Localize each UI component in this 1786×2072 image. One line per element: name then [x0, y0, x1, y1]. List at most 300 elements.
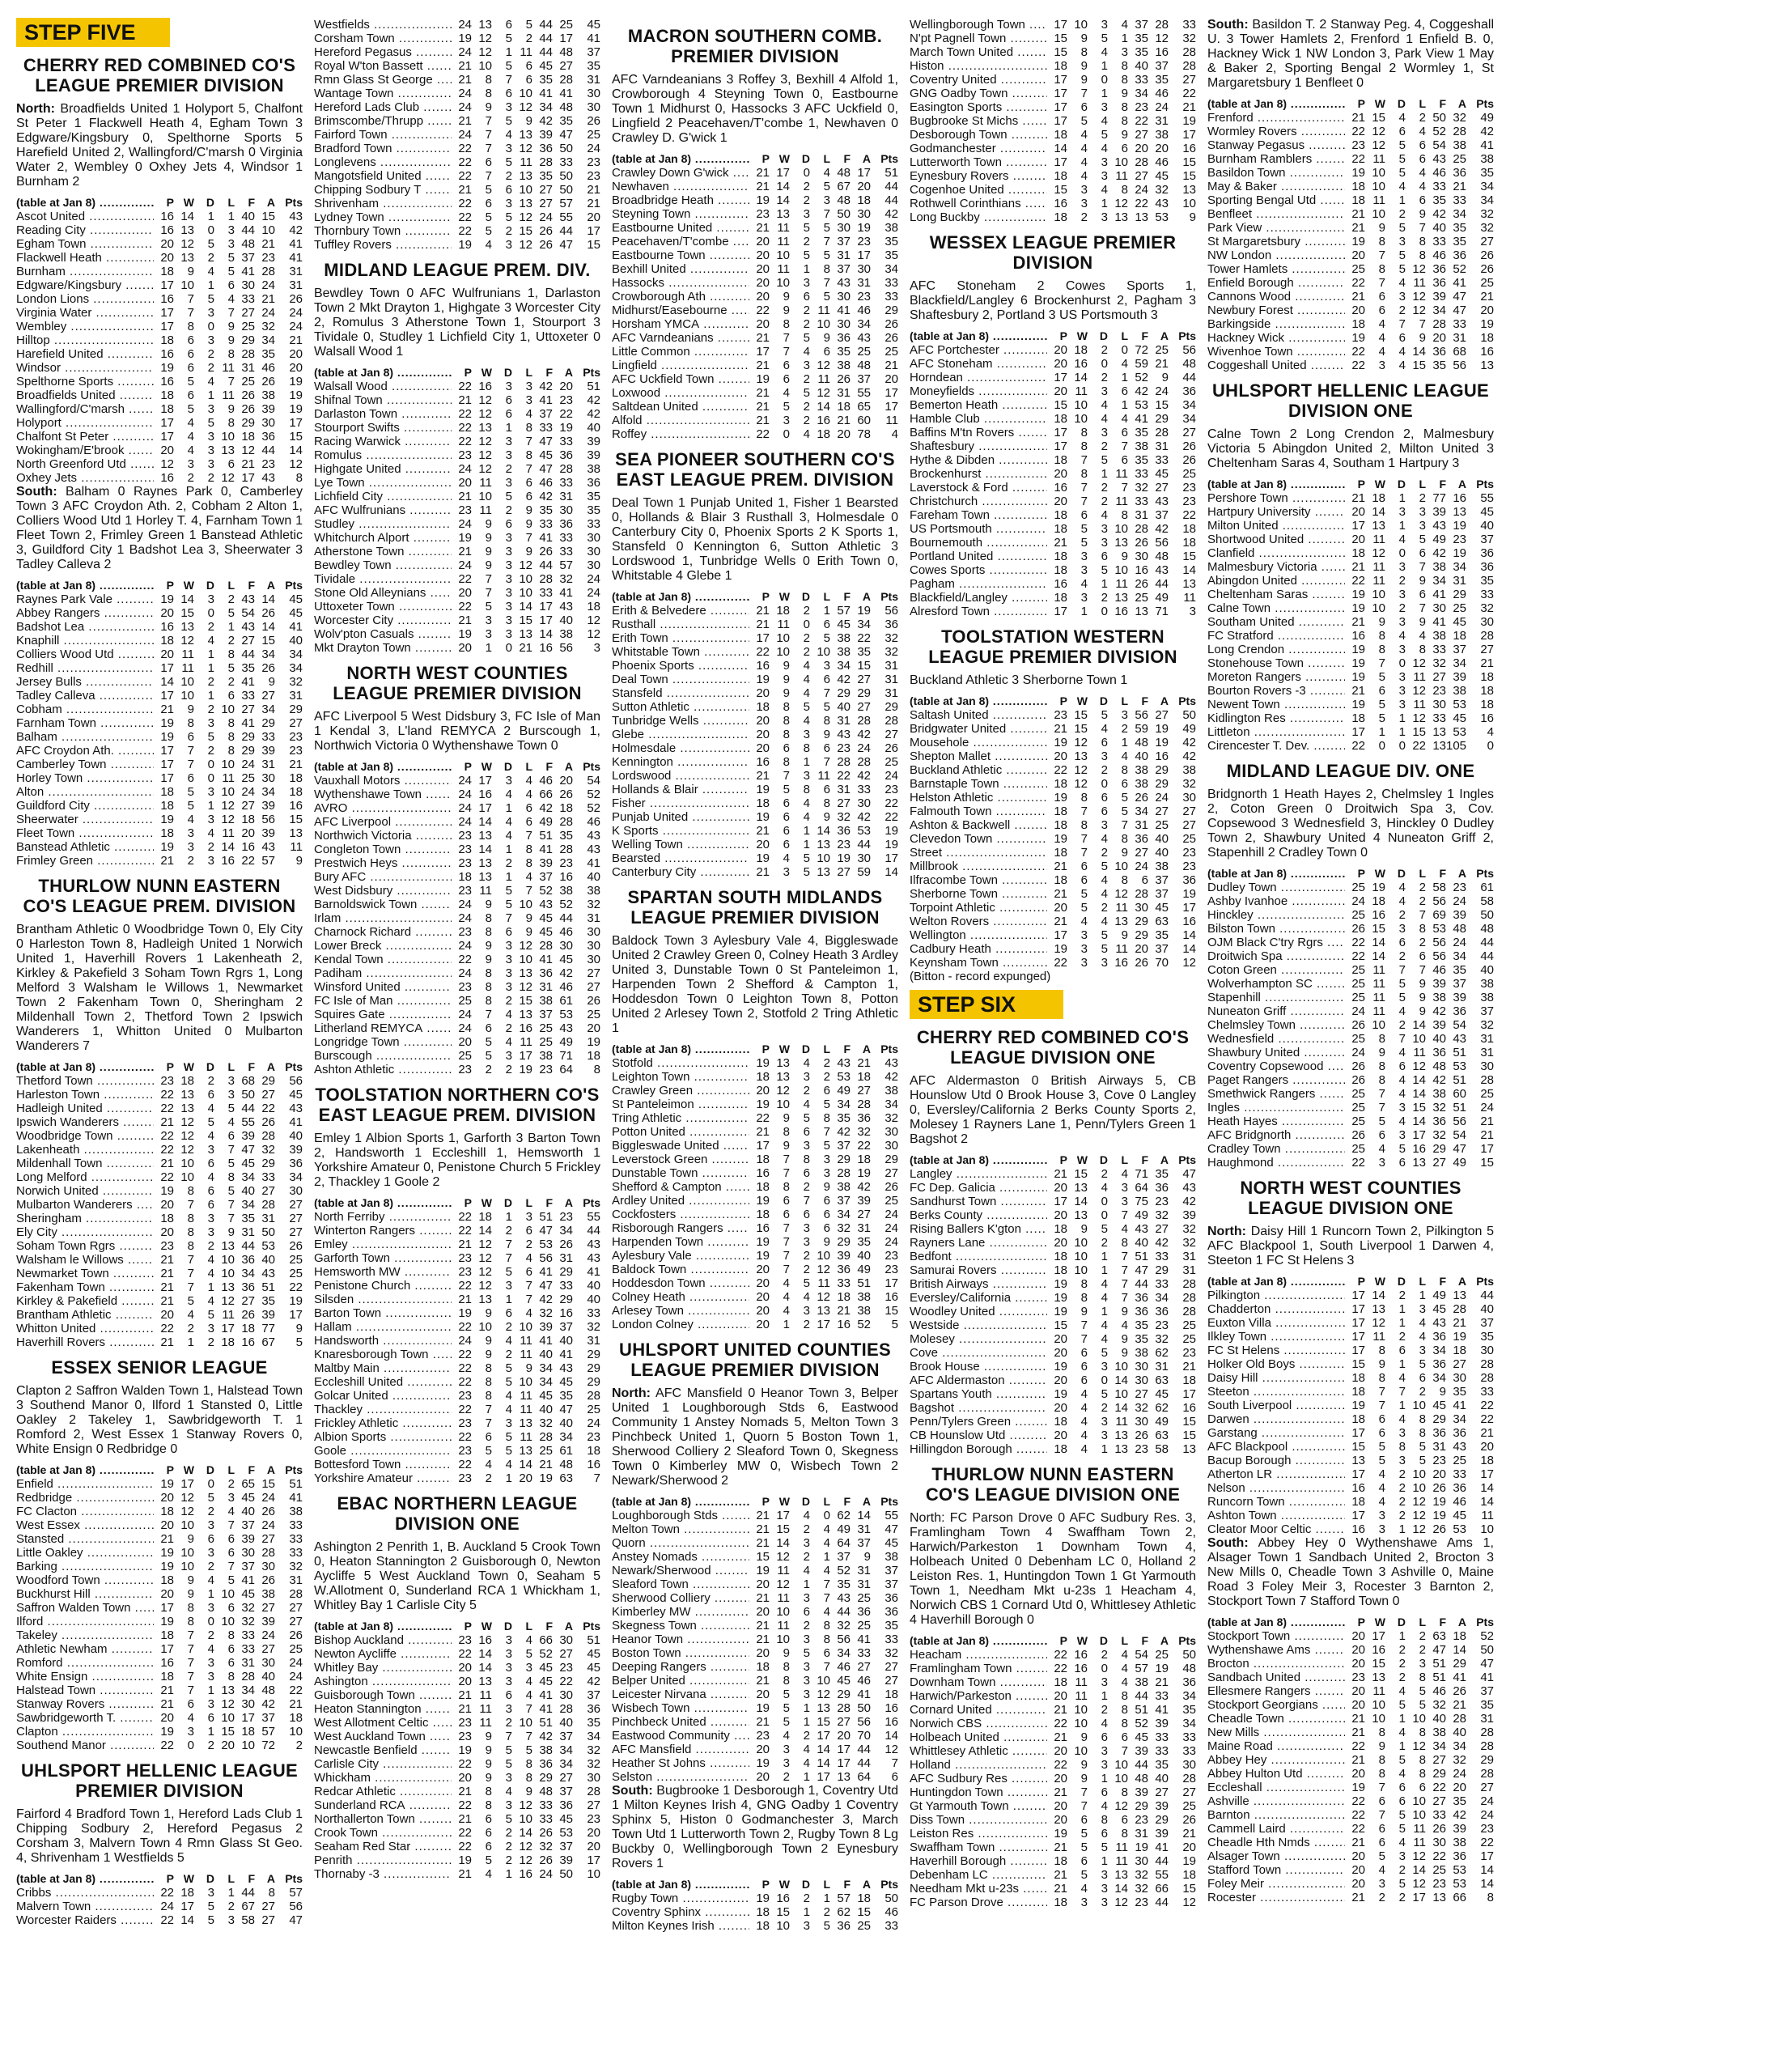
stat-cell: 23 [857, 235, 871, 248]
stat-cell: 20 [160, 606, 174, 620]
stat-cell: 9 [1080, 1305, 1088, 1318]
results-paragraph [612, 934, 898, 1036]
stat-cell: 2 [1101, 1236, 1108, 1250]
stat-cell: 37 [241, 251, 255, 265]
stat-cell: 52 [559, 898, 573, 911]
table-header-f: F [1439, 478, 1446, 490]
stat-cell: 25 [885, 345, 898, 359]
table-header-d: D [206, 1872, 214, 1885]
table-row [314, 788, 600, 801]
stat-cell: 18 [756, 796, 770, 810]
stat-cell: 10 [776, 1098, 790, 1111]
stat-cell: 3 [1189, 605, 1196, 618]
stat-cell: 53 [1453, 725, 1466, 739]
stat-cell: 29 [559, 1265, 573, 1279]
team-name: Wantage Town ..... [314, 87, 452, 100]
stat-cell: 17 [885, 1276, 898, 1290]
stat-cell: 13 [1480, 359, 1494, 372]
stat-cell: 40 [559, 1334, 573, 1348]
stat-cell: 46 [1155, 87, 1169, 100]
stat-cell: 3 [1101, 522, 1108, 536]
stat-cell: 1 [207, 1684, 214, 1697]
stat-cell: 33 [1453, 1467, 1466, 1481]
stat-cell: 19 [1054, 1291, 1067, 1305]
table-row [612, 262, 898, 276]
stat-cell: 2 [1101, 439, 1108, 453]
stat-cell: 34 [885, 262, 898, 276]
stat-cell: 7 [823, 686, 830, 700]
stat-cell: 49 [1453, 1156, 1466, 1170]
stat-cell: 49 [1155, 591, 1169, 605]
stat-cell: 10 [1412, 1481, 1426, 1495]
stat-cell: 6 [187, 1697, 194, 1711]
team-name: AVRO ..... [314, 801, 452, 815]
table-header-d: D [206, 1463, 214, 1476]
stat-cell: 9 [485, 531, 492, 545]
table-row [314, 503, 600, 517]
stat-cell: 17 [1480, 1467, 1494, 1481]
stat-cell: 7 [227, 1143, 235, 1157]
stat-cell: 7 [485, 1008, 492, 1021]
team-name: Kennington ..... [612, 755, 749, 769]
stat-cell: 2 [803, 1550, 810, 1564]
stat-cell: 0 [1398, 546, 1406, 560]
stat-cell: 10 [1412, 1794, 1426, 1808]
stat-cell: 50 [559, 1867, 573, 1881]
stat-cell: 30 [1182, 791, 1196, 805]
stat-cell: 7 [227, 306, 235, 320]
team-name: Barkingside ..... [1207, 317, 1345, 331]
stat-cell: 4 [1080, 915, 1088, 928]
table-header-pts: Pts [285, 1872, 303, 1885]
stat-cell: 57 [261, 1725, 275, 1739]
stat-cell: 5 [1080, 887, 1088, 901]
table-row [612, 851, 898, 865]
team-name: Debenham LC ..... [910, 1868, 1047, 1882]
stat-cell: 21 [756, 1522, 770, 1536]
stat-cell: 42 [857, 769, 871, 783]
stat-cell: 22 [458, 380, 472, 393]
stat-cell: 3 [505, 448, 512, 462]
stat-cell: 2 [1101, 1703, 1108, 1717]
stat-cell: 53 [539, 1238, 553, 1251]
stat-cell: 45 [539, 1389, 553, 1403]
stat-cell: 45 [539, 925, 553, 939]
stat-cell: 41 [1135, 412, 1148, 426]
stat-cell: 21 [756, 1125, 770, 1139]
stat-cell: 18 [1054, 522, 1067, 536]
stat-cell: 22 [1351, 345, 1365, 359]
stat-cell: 51 [587, 1633, 600, 1647]
stat-cell: 3 [207, 1601, 214, 1615]
stat-cell: 6 [207, 1198, 214, 1212]
stat-cell: 16 [160, 292, 174, 306]
stat-cell: 14 [817, 1756, 830, 1770]
table-row [16, 388, 303, 402]
stat-cell: 3 [207, 402, 214, 416]
stat-cell: 32 [241, 1615, 255, 1628]
stat-cell: 23 [587, 1430, 600, 1444]
stat-cell: 22 [160, 1102, 174, 1115]
stat-cell: 19 [289, 388, 303, 402]
stat-cell: 5 [1101, 1222, 1108, 1236]
stat-cell: 42 [587, 407, 600, 421]
stat-cell: 5 [823, 1098, 830, 1111]
stat-cell: 19 [160, 1546, 174, 1560]
table-row [612, 235, 898, 248]
stat-cell: 29 [1432, 1142, 1446, 1156]
stat-cell: 6 [525, 476, 532, 490]
stat-cell: 18 [587, 600, 600, 614]
table-header-label: (table at Jan 8) ..... [612, 152, 749, 166]
stat-cell: 11 [777, 1564, 790, 1577]
stat-cell: 12 [1412, 1495, 1426, 1509]
team-name: Barking ..... [16, 1560, 154, 1573]
stat-cell: 16 [1135, 563, 1148, 577]
table-row [16, 1322, 303, 1335]
table-row [16, 1886, 303, 1900]
stat-cell: 37 [1135, 18, 1148, 32]
team-name: Shaftesbury ..... [910, 439, 1047, 453]
stat-cell: 8 [1378, 1059, 1385, 1073]
stat-cell: 32 [1182, 32, 1196, 45]
stat-cell: 6 [783, 741, 790, 755]
stat-cell: 30 [241, 278, 255, 292]
team-name: Haverhill Rovers ..... [16, 1335, 154, 1349]
table-header-l: L [525, 760, 532, 773]
stat-cell: 6 [187, 333, 194, 347]
stat-cell: 22 [1351, 1822, 1365, 1836]
stat-cell: 10 [587, 1867, 600, 1881]
stat-cell: 53 [1453, 1059, 1466, 1073]
stat-cell: 39 [587, 435, 600, 448]
stat-cell: 22 [559, 1675, 573, 1688]
stat-cell: 4 [1419, 180, 1426, 193]
stat-cell: 22 [1351, 1156, 1365, 1170]
stat-cell: 4 [1101, 412, 1108, 426]
stat-cell: 8 [1419, 643, 1426, 656]
stat-cell: 24 [1480, 1808, 1494, 1822]
stat-cell: 18 [289, 771, 303, 785]
stat-cell: 30 [587, 953, 600, 966]
stat-cell: 21 [241, 457, 255, 471]
stat-cell: 43 [289, 210, 303, 223]
stat-cell: 28 [1453, 125, 1466, 138]
stat-cell: 36 [1135, 832, 1148, 846]
stat-cell: 15 [519, 994, 532, 1008]
stat-cell: 24 [458, 87, 472, 100]
stat-cell: 18 [1054, 818, 1067, 832]
team-name: Fleet Town ..... [16, 826, 154, 840]
table-row [16, 689, 303, 703]
team-name: Virginia Water ..... [16, 306, 154, 320]
stat-cell: 8 [1487, 1891, 1494, 1904]
team-name: Ashton & Backwell ..... [910, 818, 1047, 832]
stat-cell: 6 [207, 1088, 214, 1102]
stat-cell: 5 [1419, 1440, 1426, 1454]
stat-cell: 6 [1141, 873, 1148, 887]
stat-cell: 4 [207, 1253, 214, 1267]
stat-cell: 24 [241, 758, 255, 771]
table-row [314, 59, 600, 73]
table-row [1207, 1643, 1494, 1657]
stat-cell: 1 [1101, 87, 1108, 100]
team-name: Hallam ..... [314, 1320, 452, 1334]
stat-cell: 21 [1182, 1827, 1196, 1841]
stat-cell: 9 [1121, 846, 1128, 860]
stat-cell: 2 [505, 994, 512, 1008]
stat-cell: 15 [519, 614, 532, 627]
stat-cell: 11 [222, 771, 235, 785]
stat-cell: 5 [505, 155, 512, 169]
team-name: Portland United ..... [910, 550, 1047, 563]
stat-cell: 50 [1480, 908, 1494, 922]
stat-cell: 4 [187, 430, 194, 444]
stat-cell: 46 [857, 304, 871, 317]
team-name: Cowes Sports ..... [910, 563, 1047, 577]
stat-cell: 47 [885, 1522, 898, 1536]
table-row [1207, 221, 1494, 235]
table-row [612, 659, 898, 673]
stat-cell: 5 [207, 1308, 214, 1322]
stat-cell: 18 [756, 1180, 770, 1194]
stat-cell: 56 [837, 1633, 851, 1646]
stat-cell: 52 [1135, 371, 1148, 384]
table-header-p: P [761, 152, 770, 165]
table-header-a: A [266, 1060, 275, 1073]
stat-cell: 27 [261, 1532, 275, 1546]
stat-cell: 59 [1135, 357, 1148, 371]
stat-cell: 28 [837, 755, 851, 769]
table-row [314, 1334, 600, 1348]
table-row [314, 1320, 600, 1334]
team-name: Cheltenham Saras ..... [1207, 588, 1345, 601]
team-name: Broadbridge Heath ..... [612, 193, 749, 207]
stat-cell: 22 [1054, 956, 1067, 970]
team-name: Hollands & Blair ..... [612, 783, 749, 796]
stat-cell: 59 [857, 865, 871, 879]
stat-cell: 8 [1378, 262, 1385, 276]
table-row [1207, 656, 1494, 670]
stat-cell: 20 [1351, 505, 1365, 519]
stat-cell: 27 [289, 716, 303, 730]
stat-cell: 25 [587, 1008, 600, 1021]
stat-cell: 18 [1351, 317, 1365, 331]
table-row [1207, 1509, 1494, 1522]
stat-cell: 22 [458, 953, 472, 966]
stat-cell: 20 [289, 361, 303, 375]
stat-cell: 5 [783, 783, 790, 796]
stat-cell: 38 [1135, 763, 1148, 777]
stat-cell: 4 [1398, 629, 1406, 643]
results-paragraph [612, 1386, 898, 1488]
stat-cell: 3 [1378, 1522, 1385, 1536]
stat-cell: 28 [837, 1701, 851, 1715]
stat-cell: 38 [837, 359, 851, 372]
table-row [612, 1276, 898, 1290]
stat-cell: 6 [187, 361, 194, 375]
stat-cell: 41 [539, 393, 553, 407]
stat-cell: 3 [207, 1697, 214, 1711]
stat-cell: 6 [1080, 873, 1088, 887]
team-name: Raynes Park Vale ..... [16, 592, 154, 606]
stat-cell: 2 [803, 372, 810, 386]
stat-cell: 3 [1398, 698, 1406, 711]
team-name: Penistone Church ..... [314, 1279, 452, 1293]
stat-cell: 36 [885, 1605, 898, 1619]
stat-cell: 42 [837, 1125, 851, 1139]
league-table [314, 18, 600, 252]
table-header-d: D [801, 1495, 810, 1508]
stat-cell: 28 [1453, 1302, 1466, 1316]
table-header-f: F [1439, 1275, 1446, 1288]
table-row [1207, 1426, 1494, 1440]
stat-cell: 20 [756, 248, 770, 262]
stat-cell: 34 [1432, 574, 1446, 588]
stat-cell: 44 [1135, 1277, 1148, 1291]
team-name: Thornaby -3 ..... [314, 1867, 452, 1881]
stat-cell: 2 [1398, 1863, 1406, 1877]
stat-cell: 27 [837, 1715, 851, 1729]
table-row [16, 1697, 303, 1711]
stat-cell: 35 [559, 114, 573, 128]
stat-cell: 7 [485, 572, 492, 586]
stat-cell: 9 [485, 1348, 492, 1361]
stat-cell: 26 [539, 1853, 553, 1867]
stat-cell: 29 [587, 1348, 600, 1361]
stat-cell: 36 [1453, 248, 1466, 262]
team-name: Corsham Town ..... [314, 32, 452, 45]
team-name: Walsall Wood ..... [314, 380, 452, 393]
table-row [16, 347, 303, 361]
stat-cell: 25 [1351, 1032, 1365, 1046]
table-row [16, 237, 303, 251]
stat-cell: 4 [1121, 357, 1128, 371]
stat-cell: 2 [505, 1224, 512, 1238]
table-header-d: D [801, 1042, 810, 1055]
stat-cell: 34 [1453, 207, 1466, 221]
stat-cell: 20 [160, 251, 174, 265]
team-name: Deal Town ..... [612, 673, 749, 686]
stat-cell: 27 [1432, 1753, 1446, 1767]
table-row [16, 1198, 303, 1212]
table-header-w: W [481, 760, 492, 773]
stat-cell: 0 [207, 606, 214, 620]
stat-cell: 31 [261, 1212, 275, 1225]
stat-cell: 9 [783, 673, 790, 686]
stat-cell: 7 [1080, 805, 1088, 818]
team-name: Park View ..... [1207, 221, 1345, 235]
stat-cell: 6 [823, 1221, 830, 1235]
stat-cell: 12 [1412, 656, 1426, 670]
stat-cell: 7 [783, 1221, 790, 1235]
table-row [314, 898, 600, 911]
stat-cell: 28 [241, 1670, 255, 1684]
stat-cell: 4 [803, 673, 810, 686]
stat-cell: 24 [1135, 860, 1148, 873]
table-row [612, 1070, 898, 1084]
stat-cell: 1 [1101, 197, 1108, 210]
team-name: Bagshot ..... [910, 1401, 1047, 1415]
stat-cell: 2 [1419, 1385, 1426, 1399]
stat-cell: 10 [1074, 1236, 1088, 1250]
stat-cell: 49 [1155, 1415, 1169, 1429]
stat-cell: 2 [1398, 1671, 1406, 1684]
stat-cell: 12 [478, 1251, 492, 1265]
stat-cell: 24 [261, 306, 275, 320]
stat-cell: 6 [1080, 1346, 1088, 1360]
table-row [1207, 1440, 1494, 1454]
stat-cell: 20 [756, 1084, 770, 1098]
stat-cell: 5 [485, 1444, 492, 1458]
stat-cell: 47 [241, 1143, 255, 1157]
team-name: London Lions ..... [16, 292, 154, 306]
stat-cell: 2 [207, 251, 214, 265]
stat-cell: 6 [823, 1194, 830, 1208]
stat-cell: 4 [803, 686, 810, 700]
team-name: Broadfields United ..... [16, 388, 154, 402]
stat-cell: 42 [539, 1293, 553, 1306]
team-name: Nelson ..... [1207, 1481, 1345, 1495]
stat-cell: 13 [1432, 739, 1446, 753]
table-row [910, 1730, 1196, 1744]
table-row [612, 1919, 898, 1933]
stat-cell: 8 [783, 728, 790, 741]
stat-cell: 13 [478, 1293, 492, 1306]
table-row [1207, 180, 1494, 193]
stat-cell: 17 [1351, 1426, 1365, 1440]
table-row [16, 1129, 303, 1143]
stat-cell: 56 [1432, 894, 1446, 908]
stat-cell: 3 [1101, 1868, 1108, 1882]
stat-cell: 19 [1054, 1387, 1067, 1401]
stat-cell: 2 [1378, 1891, 1385, 1904]
stat-cell: 33 [885, 1633, 898, 1646]
stat-cell: 27 [559, 1647, 573, 1661]
stat-cell: 29 [1135, 1799, 1148, 1813]
stat-cell: 12 [221, 813, 235, 826]
team-name: Harefield United ..... [16, 347, 154, 361]
table-row [910, 183, 1196, 197]
stat-cell: 17 [180, 1900, 194, 1913]
stat-cell: 24 [1351, 894, 1365, 908]
stat-cell: 21 [756, 1509, 770, 1522]
stat-cell: 27 [289, 1198, 303, 1212]
stat-cell: 71 [1155, 605, 1169, 618]
team-name: AFC Stoneham ..... [910, 357, 1047, 371]
team-name: Leicester Nirvana ..... [612, 1688, 749, 1701]
stat-cell: 19 [289, 402, 303, 416]
stat-cell: 9 [1378, 615, 1385, 629]
table-row [16, 1532, 303, 1546]
team-name: Peacehaven/T'combe ..... [612, 235, 749, 248]
team-name: Bearsted ..... [612, 851, 749, 865]
stat-cell: 30 [1135, 550, 1148, 563]
stat-cell: 1 [1101, 577, 1108, 591]
stat-cell: 11 [1115, 901, 1128, 915]
stat-cell: 1 [1398, 1739, 1406, 1753]
stat-cell: 7 [525, 829, 532, 843]
stat-cell: 25 [587, 128, 600, 142]
stat-cell: 9 [187, 1532, 194, 1546]
stat-cell: 42 [559, 966, 573, 980]
stat-cell: 6 [485, 1826, 492, 1840]
stat-cell: 43 [261, 471, 275, 485]
stat-cell: 20 [1155, 142, 1169, 155]
table-row [314, 517, 600, 531]
stat-cell: 17 [289, 416, 303, 430]
stat-cell: 21 [1054, 1167, 1067, 1181]
